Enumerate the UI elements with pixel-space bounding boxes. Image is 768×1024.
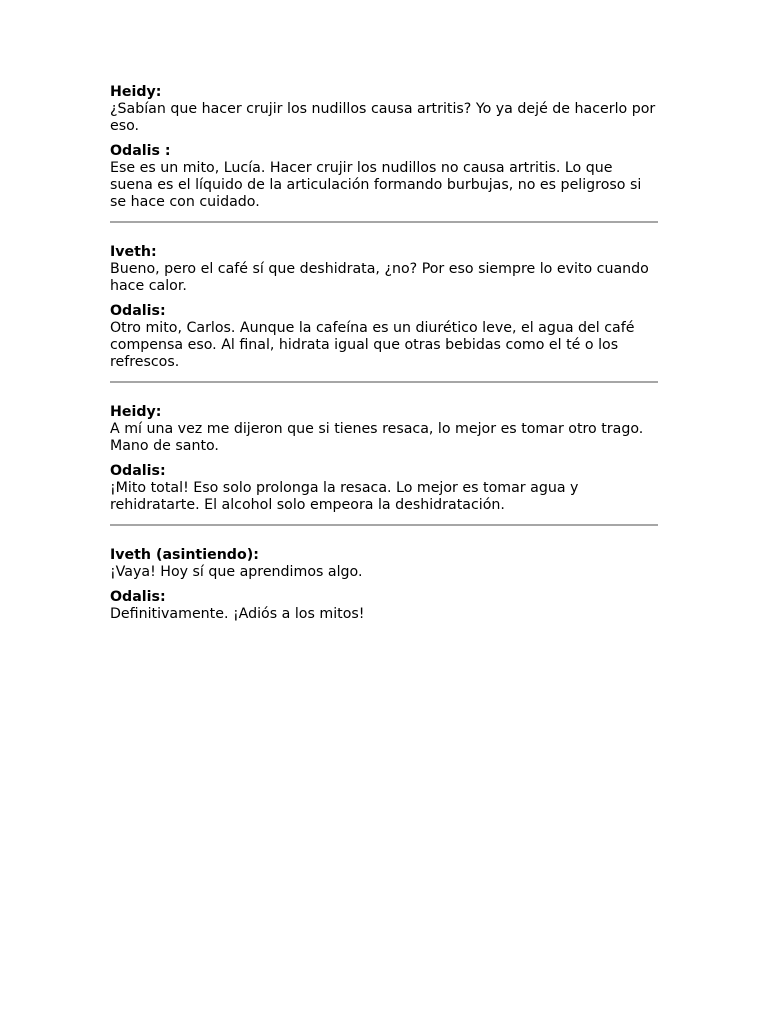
dialogue-section-1 <box>110 84 658 223</box>
speaker-name: Odalis: <box>110 303 166 319</box>
speaker-name: Heidy: <box>110 84 162 100</box>
dialogue-text: A mí una vez me dijeron que si tienes resaca, lo mejor es tomar otro trago. Mano de santo. <box>110 421 644 454</box>
section-divider <box>110 381 658 383</box>
document-page <box>110 84 658 623</box>
speaker-name: Heidy: <box>110 404 162 420</box>
dialogue-entry <box>110 143 658 211</box>
dialogue-entry <box>110 244 658 295</box>
dialogue-entry <box>110 303 658 371</box>
dialogue-entry <box>110 84 658 135</box>
dialogue-text: Definitivamente. ¡Adiós a los mitos! <box>110 606 365 622</box>
speaker-name: Odalis: <box>110 589 166 605</box>
dialogue-entry <box>110 404 658 455</box>
dialogue-section-2 <box>110 244 658 383</box>
dialogue-entry <box>110 463 658 514</box>
section-divider <box>110 524 658 526</box>
speaker-name: Odalis: <box>110 463 166 479</box>
dialogue-text: Otro mito, Carlos. Aunque la cafeína es un diurético leve, el agua del café compensa eso. Al final, hidrata igual que otras bebidas como el té o los refrescos. <box>110 320 635 370</box>
dialogue-section-3 <box>110 404 658 526</box>
dialogue-section-4 <box>110 547 658 623</box>
speaker-name: Iveth: <box>110 244 157 260</box>
dialogue-text: ¡Vaya! Hoy sí que aprendimos algo. <box>110 564 363 580</box>
dialogue-text: ¡Mito total! Eso solo prolonga la resaca. Lo mejor es tomar agua y rehidratarte. El alcohol solo empeora la deshidratación. <box>110 480 579 513</box>
dialogue-text: Ese es un mito, Lucía. Hacer crujir los nudillos no causa artritis. Lo que suena es el líquido de la articulación formando burbujas, no es peligroso si se hace con cuidado. <box>110 160 642 210</box>
dialogue-text: ¿Sabían que hacer crujir los nudillos causa artritis? Yo ya dejé de hacerlo por eso. <box>110 101 656 134</box>
speaker-name: Odalis : <box>110 143 171 159</box>
section-divider <box>110 221 658 223</box>
dialogue-text: Bueno, pero el café sí que deshidrata, ¿no? Por eso siempre lo evito cuando hace calor. <box>110 261 649 294</box>
speaker-name: Iveth (asintiendo): <box>110 547 259 563</box>
dialogue-entry <box>110 589 658 623</box>
dialogue-entry <box>110 547 658 581</box>
